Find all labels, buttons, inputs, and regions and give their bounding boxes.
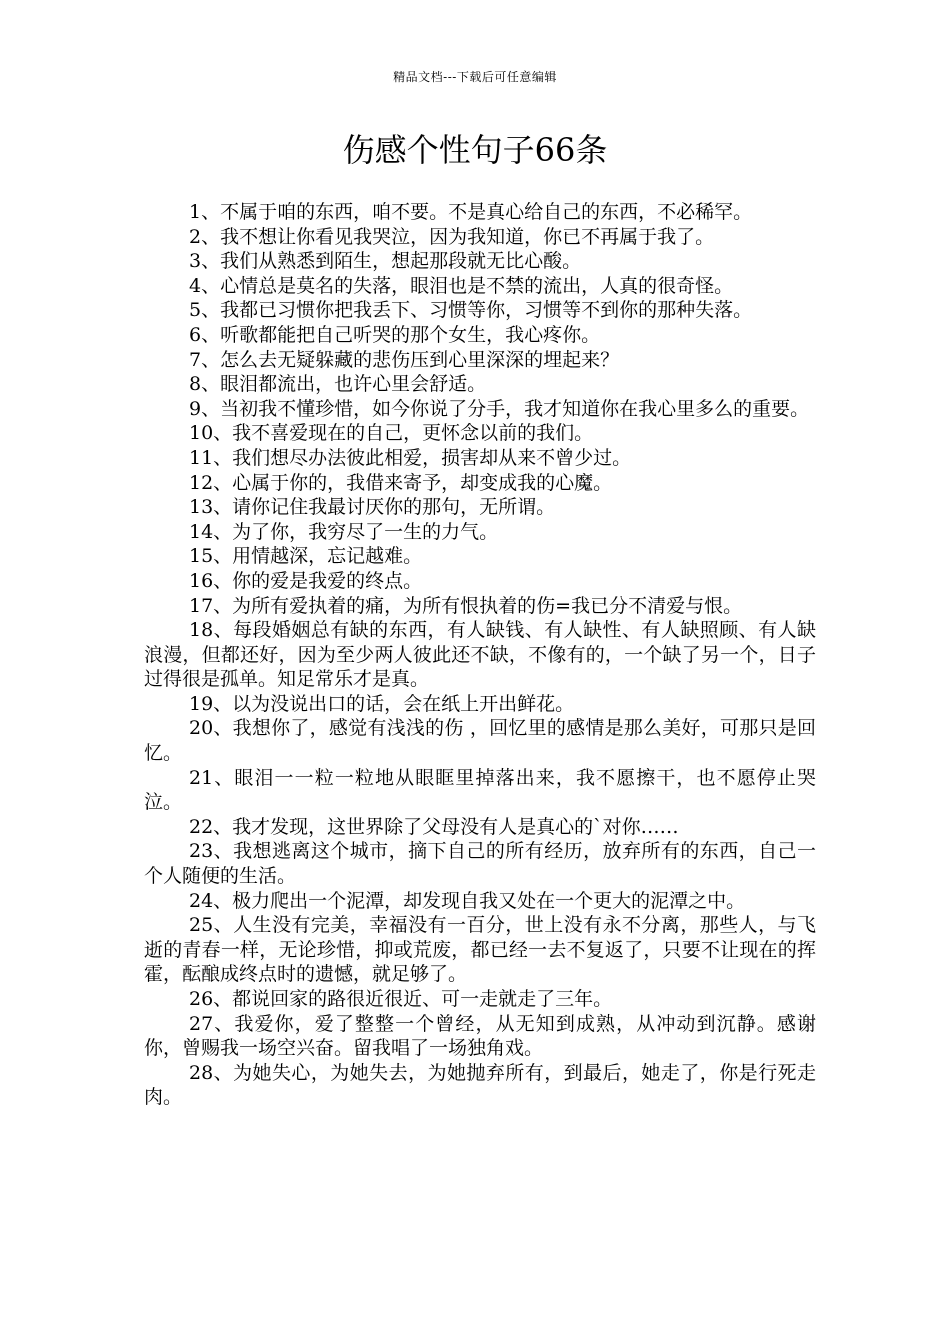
list-item: 1、不属于咱的东西，咱不要。不是真心给自己的东西，不必稀罕。 [189, 201, 753, 223]
list-item: 11、我们想尽办法彼此相爱，损害却从来不曾少过。 [189, 446, 632, 469]
list-item: 15、用情越深，忘记越难。 [189, 545, 423, 568]
list-item: 5、我都已习惯你把我丢下、习惯等你，习惯等不到你的那种失落。 [189, 299, 753, 322]
list-item: 25、人生没有完美，幸福没有一百分，世上没有永不分离，那些人，与飞逝的青春一样，无论珍惜，抑或荒废，都已经一去不复返了，只要不让现在的挥霍，酝酿成终点时的遗憾，就足够了。 [144, 914, 816, 986]
list-item: 28、为她失心，为她失去，为她抛弃所有，到最后，她走了，你是行死走肉。 [144, 1061, 816, 1109]
list-item: 22、我才发现，这世界除了父母没有人是真心的`对你…… [189, 815, 679, 838]
list-item: 26、都说回家的路很近很近、可一走就走了三年。 [189, 988, 613, 1010]
list-item: 27、我爱你，爱了整整一个曾经，从无知到成熟，从冲动到沉静。感谢你，曾赐我一场空兴奋。留我唱了一场独角戏。 [144, 1012, 816, 1060]
list-item: 17、为所有爱执着的痛，为所有恨执着的伤=我已分不清爱与恨。 [189, 594, 743, 617]
page-title: 伤感个性句子66条 [342, 131, 608, 169]
list-item: 14、为了你，我穷尽了一生的力气。 [189, 520, 499, 543]
list-item: 16、你的爱是我爱的终点。 [189, 569, 423, 592]
list-item: 4、心情总是莫名的失落，眼泪也是不禁的流出，人真的很奇怪。 [189, 274, 734, 297]
list-item: 23、我想逃离这个城市，摘下自己的所有经历，放弃所有的东西，自己一个人随便的生活。 [144, 840, 816, 888]
document-body [144, 200, 816, 1110]
list-item: 13、请你记住我最讨厌你的那句，无所谓。 [189, 496, 556, 519]
list-item: 18、每段婚姻总有缺的东西，有人缺钱、有人缺性、有人缺照顾、有人缺浪漫，但都还好，因为至少两人彼此还不缺，不像有的，一个缺了另一个，日子过得很是孤单。知足常乐才是真。 [144, 619, 816, 691]
list-item: 7、怎么去无疑躲藏的悲伤压到心里深深的埋起来？ [189, 348, 620, 371]
list-item: 6、听歌都能把自己听哭的那个女生，我心疼你。 [189, 323, 601, 346]
list-item: 20、我想你了，感觉有浅浅的伤 ，回忆里的感情是那么美好，可那只是回忆。 [144, 717, 816, 765]
list-item: 19、以为没说出口的话，会在纸上开出鲜花。 [189, 692, 575, 715]
list-item: 8、眼泪都流出，也许心里会舒适。 [189, 373, 487, 396]
list-item: 21、眼泪一一粒一粒地从眼眶里掉落出来，我不愿擦干，也不愿停止哭泣。 [144, 766, 816, 814]
header-note: 精品文档---下载后可任意编辑 [393, 70, 557, 84]
list-item: 24、极力爬出一个泥潭，却发现自我又处在一个更大的泥潭之中。 [189, 889, 746, 912]
list-item: 9、当初我不懂珍惜，如今你说了分手，我才知道你在我心里多么的重要。 [189, 397, 810, 420]
list-item: 3、我们从熟悉到陌生，想起那段就无比心酸。 [189, 250, 582, 273]
list-item: 10、我不喜爱现在的自己，更怀念以前的我们。 [189, 422, 594, 445]
list-item: 12、心属于你的，我借来寄予，却变成我的心魔。 [189, 471, 613, 494]
list-item: 2、我不想让你看见我哭泣，因为我知道，你已不再属于我了。 [189, 225, 715, 248]
